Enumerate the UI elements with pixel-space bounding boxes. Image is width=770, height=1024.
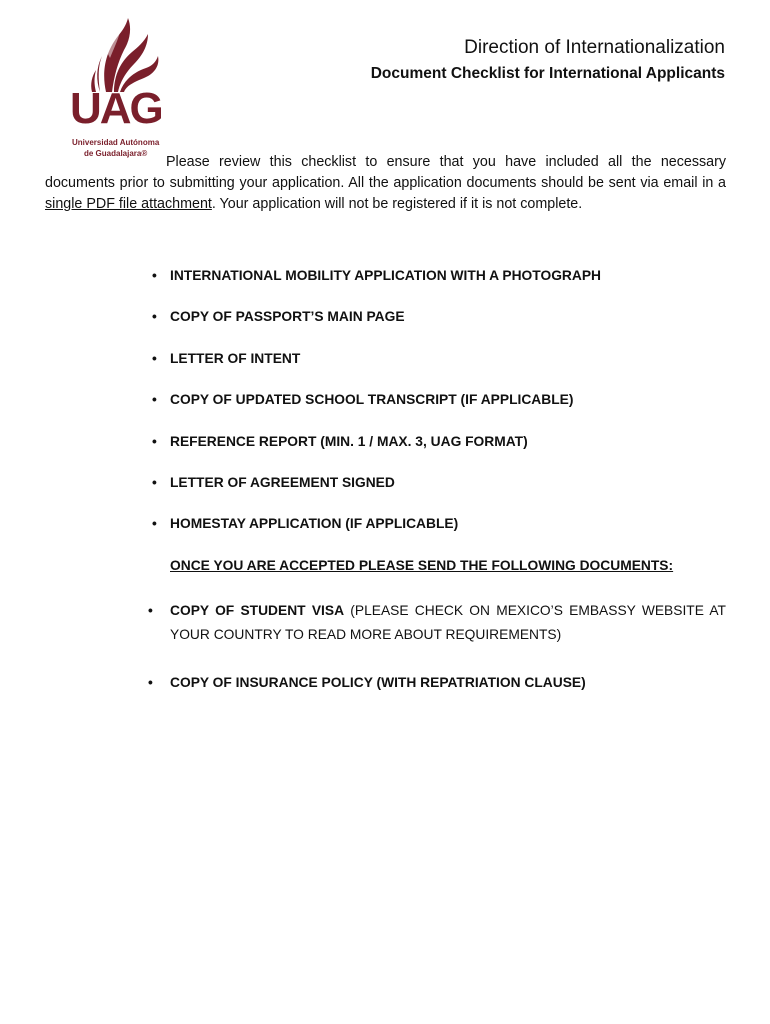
list-item xyxy=(150,268,726,309)
bullet-icon: • xyxy=(152,474,157,490)
logo-university-location: de Guadalajara® xyxy=(84,149,148,158)
insurance-label: COPY OF INSURANCE POLICY (WITH REPATRIATION CLAUSE) xyxy=(170,675,586,690)
accepted-heading: ONCE YOU ARE ACCEPTED PLEASE SEND THE FOLLOWING DOCUMENTS: xyxy=(170,558,674,573)
flame-emblem-icon xyxy=(62,14,164,94)
list-item-label: COPY OF PASSPORT’S MAIN PAGE xyxy=(170,309,405,325)
list-item-label: HOMESTAY APPLICATION (IF APPLICABLE) xyxy=(170,516,459,532)
list-item xyxy=(150,351,726,392)
bullet-icon: • xyxy=(152,392,157,408)
bullet-icon: • xyxy=(148,675,153,690)
post-acceptance-list xyxy=(146,599,726,695)
list-item xyxy=(150,475,726,516)
bullet-icon: • xyxy=(152,268,157,283)
uag-logo xyxy=(62,14,164,164)
intro-text: Please review this checklist to ensure that you have included all the necessary documents prior to submitting your application. All the application documents should be sent via email in a xyxy=(45,154,726,191)
list-item-label: LETTER OF AGREEMENT SIGNED xyxy=(170,474,395,490)
page-title: Direction of Internationalization xyxy=(464,37,725,58)
list-item xyxy=(150,516,726,557)
bullet-icon: • xyxy=(152,516,157,532)
list-item xyxy=(146,671,726,695)
page-subtitle: Document Checklist for International Applicants xyxy=(370,65,725,82)
list-item-label: REFERENCE REPORT (MIN. 1 / MAX. 3, UAG FORMAT) xyxy=(170,433,528,449)
list-item xyxy=(150,392,726,433)
visa-label: COPY OF STUDENT VISA xyxy=(170,603,345,618)
list-item xyxy=(146,599,726,671)
bullet-icon: • xyxy=(148,603,153,618)
intro-paragraph xyxy=(45,152,726,215)
list-item-label: COPY OF UPDATED SCHOOL TRANSCRIPT (IF APPLICABLE) xyxy=(170,392,574,408)
document-checklist xyxy=(150,268,726,558)
bullet-icon: • xyxy=(152,350,157,366)
pdf-attachment-note: single PDF file attachment xyxy=(45,196,212,212)
intro-text-end: . Your application will not be registered if it is not complete. xyxy=(211,196,583,212)
bullet-icon: • xyxy=(152,309,157,325)
list-item-label: INTERNATIONAL MOBILITY APPLICATION WITH A PHOTOGRAPH xyxy=(170,268,602,283)
list-item-label: LETTER OF INTENT xyxy=(170,350,301,366)
bullet-icon: • xyxy=(152,433,157,449)
list-item xyxy=(150,434,726,475)
visa-note: (PLEASE CHECK ON MEXICO’S EMBASSY WEBSITE AT YOUR COUNTRY TO READ MORE ABOUT REQUIREMENTS) xyxy=(170,603,726,642)
logo-acronym: UAG xyxy=(70,84,162,133)
list-item xyxy=(150,309,726,350)
logo-university-name: Universidad Autónoma xyxy=(72,138,160,147)
